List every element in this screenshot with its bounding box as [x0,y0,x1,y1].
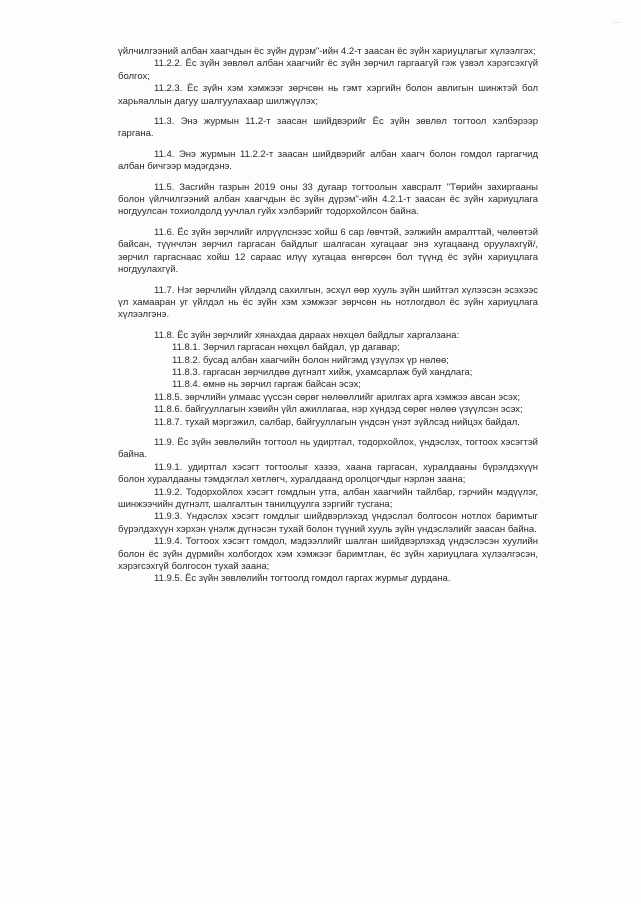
paragraph-continuation: үйлчилгээний албан хаагчдын ёс зүйн дүрэм"-ийн 4.2-т заасан ёс зүйн хариуцлагыг хүлээлгэх; [118,46,536,57]
paragraph-11-8: 11.8. Ёс зүйн зөрчлийг хянахдаа дараах нөхцөл байдлыг харгалзана: [154,329,460,341]
paragraph-11-9-4: 11.9.4. Тогтоох хэсэгт гомдол, мэдээллийг шалган шийдвэрлэхэд үндэслэсэн хуулийн болон ёс зүйн дүрмийн холбогдох хэм хэмжээг баримтлан, ёс зүйн хариуцлага хүлээлгэсэн, хэрэгсэхгүй болгосон тухай заана; [118,536,538,573]
paragraph-11-6: 11.6. Ёс зүйн зөрчлийг илрүүлснээс хойш 6 сар /өвчтэй, ээлжийн амралттай, чөлөөтэй байсан, түүнчлэн зөрчил гаргасан байдлыг шалгасан хугацааг энэ хугацаанд оруулахгүй/, зөрчил гаргаснаас хойш 12 сараас илүү хугацаа өнгөрсөн бол түүнд ёс зүйн хариуцлага ногдуулахгүй. [118,226,538,276]
paragraph-11-7: 11.7. Нэг зөрчлийн үйлдэлд сахилгын, эсхүл өөр хууль зүйн шийтгэл хүлээсэн эсэхээс үл хамааран уг үйлдэл нь ёс зүйн хэм хэмжээг зөрчсөн нь нотлогдвол ёс зүйн хариуцлага хүлээлгэнэ. [118,284,538,321]
paragraph-11-8-6: 11.8.6. байгууллагын хэвийн үйл ажиллагаа, нэр хүндэд сөрөг нөлөө үзүүлсэн эсэх; [154,404,523,416]
paragraph-11-8-2: 11.8.2. бусад албан хаагчийн болон нийгэмд үзүүлэх үр нөлөө; [172,354,449,366]
paragraph-11-5: 11.5. Засгийн газрын 2019 оны 33 дугаар тогтоолын хавсралт "Төрийн захиргааны болон үйлчилгээний албан хаагчдын ёс зүйн дүрэм"-ийн 4.2.1-т заасан ёс зүйн хариуцлага ногдуулсан тохиолдолд уучлал гуйх хэлбэрийг тодорхойлсон байна. [118,181,538,218]
document-body [118,46,538,586]
paragraph-11-8-7: 11.8.7. тухай мэргэжил, салбар, байгууллагын үндсэн үнэт зүйлсэд нийцэх байдал. [154,416,520,428]
paragraph-11-9-1: 11.9.1. удиртгал хэсэгт тогтоолыг хэзээ, хаана гаргасан, хуралдааны бүрэлдэхүүн болон хуралдааны тэмдэглэл хөтлөгч, хуралдаанд оролцогчдыг нэрлэн заана; [118,461,538,486]
paragraph-11-9: 11.9. Ёс зүйн зөвлөлийн тогтоол нь удиртгал, тодорхойлох, үндэслэх, тогтоох хэсэгтэй байна. [118,436,538,461]
paragraph-11-4: 11.4. Энэ журмын 11.2.2-т заасан шийдвэрийг албан хаагч болон гомдол гаргагчид албан бичгээр мэдэгдэнэ. [118,148,538,173]
paragraph-11-9-2: 11.9.2. Тодорхойлох хэсэгт гомдлын утга, албан хаагчийн тайлбар, гэрчийн мэдүүлэг, шинжээчийн дүгнэлт, шалгалтын танилцуулга зэргийг тусгана; [118,486,538,510]
paragraph-11-8-1: 11.8.1. Зөрчил гаргасан нөхцөл байдал, үр дагавар; [172,342,400,354]
paragraph-11-9-3: 11.9.3. Үндэслэх хэсэгт гомдлыг шийдвэрлэхэд үндэслэл болгосон нотлох баримтыг бүрэлдэхүүн хэрхэн үнэлж дүгнэсэн тухай болон түүний хууль зүйн үндэслэлийг заасан байна. [118,511,538,535]
corner-mark: ... [613,18,621,25]
paragraph-11-2-3: 11.2.3. Ёс зүйн хэм хэмжээг зөрчсөн нь гэмт хэргийн болон авлигын шинжтэй бол харьяаллын дагуу шалгуулахаар шилжүүлэх; [118,83,538,107]
paragraph-11-9-5: 11.9.5. Ёс зүйн зөвлөлийн тогтоолд гомдол гаргах журмыг дурдана. [154,573,451,585]
paragraph-11-3: 11.3. Энэ журмын 11.2-т заасан шийдвэрийг Ёс зүйн зөвлөл тогтоол хэлбэрээр гаргана. [118,116,538,140]
paragraph-11-8-4: 11.8.4. өмнө нь зөрчил гаргаж байсан эсэх; [172,379,361,391]
paragraph-11-8-3: 11.8.3. гаргасан зөрчилдөө дүгнэлт хийж, ухамсарлаж буй хандлага; [172,366,473,378]
paragraph-11-2-2: 11.2.2. Ёс зүйн зөвлөл албан хаагчийг ёс зүйн зөрчил гаргаагүй гэж үзвэл хэрэгсэхгүй болгох; [118,58,538,82]
paragraph-11-8-5: 11.8.5. зөрчлийн улмаас үүссэн сөрөг нөлөөллийг арилгах арга хэмжээ авсан эсэх; [154,391,521,403]
